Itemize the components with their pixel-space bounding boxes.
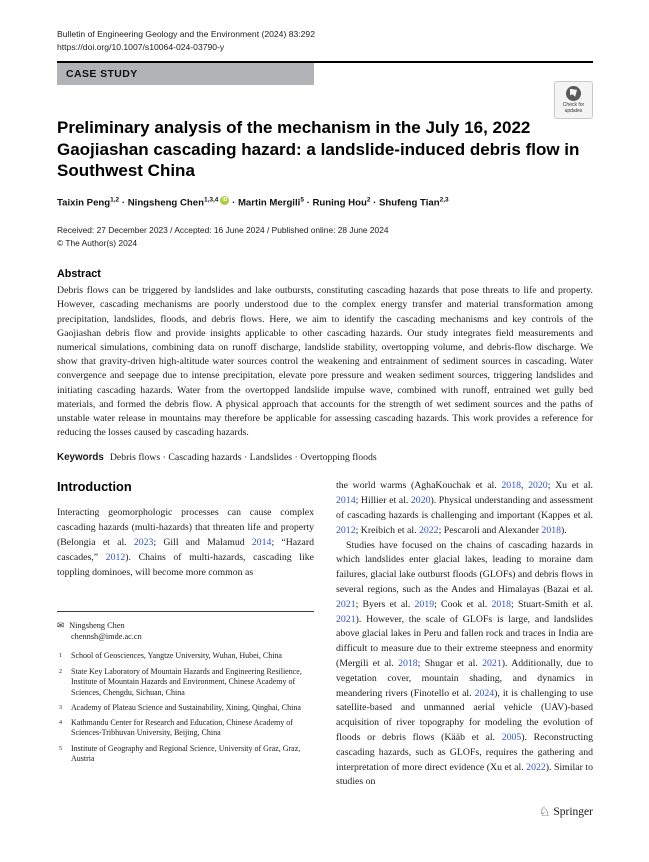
affiliation-text: Institute of Geography and Regional Science, University of Graz, Graz, Austria [71,743,301,764]
paragraph-text: the world warms (AghaKouchak et al. [336,480,502,492]
citation-link[interactable]: 2021 [336,613,356,625]
journal-title: Bulletin of Engineering Geology and the Environment (2024) 83:292 [57,29,315,39]
author-name: Runing Hou [312,197,367,209]
doi-link[interactable]: https://doi.org/10.1007/s10064-024-03790-y [57,42,225,52]
author-name: Shufeng Tian [378,197,440,209]
author-affiliation-sup: 1,2 [110,196,120,203]
paragraph-text: ). Similar to studies on [336,761,593,788]
citation-link[interactable]: 2020 [528,480,548,492]
affiliation-text: Academy of Plateau Science and Sustainability, Xining, Qinghai, China [71,702,301,712]
page-header [57,29,593,52]
abstract-heading: Abstract [57,268,101,281]
publisher-logo [539,805,593,818]
affiliation-list [57,651,314,764]
article-type-row [57,63,593,114]
section-heading-introduction: Introduction [57,479,132,495]
citation-link[interactable]: 2020 [410,495,431,507]
citation-link[interactable]: 2023 [133,537,154,549]
citation-link[interactable]: 2005 [501,731,522,743]
paragraph-text: ; Pescaroli and Alexander [438,524,542,536]
article-title: Preliminary analysis of the mechanism in the July 16, 2022 Gaojiashan cascading hazard: a landslide-induced debris flow in Southwest China [57,118,580,180]
copyright-line: © The Author(s) 2024 [57,238,138,249]
keywords-line [57,452,593,463]
author-affiliation-sup: 2 [366,196,371,203]
affiliation-item [57,744,314,765]
citation-link[interactable]: 2019 [414,598,435,610]
citation-link[interactable]: 2024 [474,687,495,699]
paragraph-text: ), it is challenging to use satellite-based and unmanned aerial vehicle (UAV)-based acquisition of river topography for modeling the evolution of floods or debris flows (Kääb et al. [336,687,593,743]
intro-paragraph-3 [336,539,593,791]
paragraph-text: ; Hillier et al. [355,495,411,507]
keywords-values: Debris flows · Cascading hazards · Landslides · Overtopping floods [109,452,377,464]
author-affiliation-sup: 2,3 [439,196,449,203]
citation-link[interactable]: 2018 [541,524,562,536]
affiliation-number: 3 [59,704,62,711]
affiliation-number: 1 [59,653,62,660]
article-type-banner: CASE STUDY [57,63,314,85]
author-separator: · [119,197,128,209]
orcid-icon[interactable]: iD [222,197,228,203]
citation-link[interactable]: 2018 [398,657,418,669]
affiliation-item [57,667,314,699]
paragraph-text: ; Cook et al. [434,598,492,610]
affiliation-item [57,703,314,714]
author-name: Taixin Peng [57,197,111,209]
paragraph-text: , [520,480,529,492]
affiliation-number: 2 [59,668,62,675]
author-list [57,196,593,209]
affiliation-number: 5 [59,745,62,752]
citation-link[interactable]: 2018 [501,480,521,492]
paragraph-text: ). Reconstructing cascading hazards, such as GLOFs, requires the gathering and interpretation of more direct evidence (Xu et al. [336,731,593,773]
update-circle-icon [566,86,581,101]
paragraph-text: ; Stuart-Smith et al. [511,598,593,610]
intro-paragraph-2 [336,479,593,538]
paragraph-text: ). Physical understanding and assessment of cascading hazards is challenging and important (Kappes et al. [336,495,593,522]
body-columns [57,479,593,790]
paragraph-text: ; Byers et al. [355,598,415,610]
affiliation-text: School of Geosciences, Yangtze University, Wuhan, Hubei, China [71,651,282,661]
author-affiliation-sup: 1,3,4 [203,196,219,203]
author-separator: · [303,197,313,209]
envelope-icon: ✉ [57,620,65,631]
corresponding-author-name: Ningsheng Chen [69,621,125,631]
springer-knight-icon: ♘ [538,804,551,819]
abstract-text: Debris flows can be triggered by landslides and lake outbursts, constituting cascading hazards that pose threats to life and property. However, cascading mechanisms are poorly understood due to the complex energy transfer and material transformation among precipitation, landslides, floods, and debris flows. Here, we aim to identify the cascading mechanisms and key controls of the Gaojiashan debris flow and provide insights applicable to other cascading hazards. Our study integrates field measurements and numerical simulations, combining data on runoff discharge, landslide stability, overtopping volume, and debris-flow discharge. We show that gravity-driven high-altitude water sources control the weakening and entrainment of sediment sources in cascading. Water convergence and seepage due to intense precipitation, elevate pore pressure and weaken sediment sources, triggering landslides and initiating cascading hazards. Water from the overtopped landslide impulse wave, combined with runoff, entrained wet gully bed materials, and formed the debris flow. A physical approach that accounts for the strength of wet sediment sources and the paths of unstable water release in mountains may therefore be applicable for assessing cascading hazards. This work provides a reference for reducing the losses caused by cascading hazards. [57,285,593,439]
citation-link[interactable]: 2018 [491,598,512,610]
keywords-label: Keywords [57,452,104,464]
author-separator: · [370,197,379,209]
citation-link[interactable]: 2022 [526,761,546,773]
paragraph-text: Studies have focused on the chains of cascading hazards in which landslides enter glacial lakes, leading to moraine dam failures, glacial lake outburst floods (GLOFs) and debris flows in several regions, such as the Andes and Himalayas (Bazai et al. [336,539,593,595]
right-column [336,479,593,790]
updates-label: updates [564,107,583,114]
affiliation-text: State Key Laboratory of Mountain Hazards and Engineering Resilience, Institute of Mountain Hazards and Environment, Chinese Academy of Sciences, Chengdu, Sichuan, China [71,666,302,697]
publisher-name: Springer [553,805,593,818]
author-name: Martin Mergili [237,197,301,209]
paragraph-text: ). [561,524,567,536]
paragraph-text: ). Chains of multi-hazards, cascading like toppling dominoes, will become more common as [57,551,314,578]
paragraph-text: ; “Hazard cascades,” [57,537,314,563]
paragraph-text: ; Shugar et al. [417,657,483,669]
intro-paragraph-1 [57,506,314,580]
check-for-label: Check for [562,101,585,108]
correspondence-block [57,620,314,642]
footnote-rule [57,611,314,612]
affiliation-text: Kathmandu Center for Research and Education, Chinese Academy of Sciences-Tribhuvan University, Beijing, China [71,717,293,738]
author-name: Ningsheng Chen [127,197,204,209]
paragraph-text: ; Gill and Malamud [153,537,252,549]
paragraph-text: ; Kreibich et al. [355,524,419,536]
affiliation-item [57,651,314,662]
citation-link[interactable]: 2021 [336,598,356,610]
paragraph-text: ; Xu et al. [547,480,593,492]
citation-link[interactable]: 2012 [105,551,126,563]
corresponding-author-email[interactable]: chennsh@imde.ac.cn [71,632,142,642]
paragraph-text: Interacting geomorphologic processes can cause complex cascading hazards (multi-hazards) that threaten life and property (Belongia et al. [57,507,314,549]
check-for-updates-badge[interactable] [554,81,593,119]
citation-link[interactable]: 2022 [418,524,439,536]
article-history-line: Received: 27 December 2023 / Accepted: 16 June 2024 / Published online: 28 June 2024 [57,225,389,236]
citation-link[interactable]: 2021 [482,657,502,669]
left-column [57,479,314,790]
footnote-block [57,611,314,764]
author-affiliation-sup: 5 [300,196,304,203]
citation-link[interactable]: 2014 [336,495,356,507]
author-separator: · [229,197,238,209]
kite-icon [570,89,577,97]
check-for-updates-label [563,103,584,115]
paragraph-text: ). Additionally, due to vegetation cover, mountain shading, and dynamics in meandering rivers (Finotello et al. [336,657,593,699]
paragraph-text: ). However, the scale of GLOFs is large, and landslides above glacial lakes in Peru and fallen rock and traces in India are difficult to measure due to their extreme steepness and enormity (Mergili et al. [336,613,593,669]
citation-link[interactable]: 2012 [336,524,356,536]
citation-link[interactable]: 2014 [251,537,272,549]
affiliation-number: 4 [59,719,62,726]
affiliation-item [57,718,314,739]
